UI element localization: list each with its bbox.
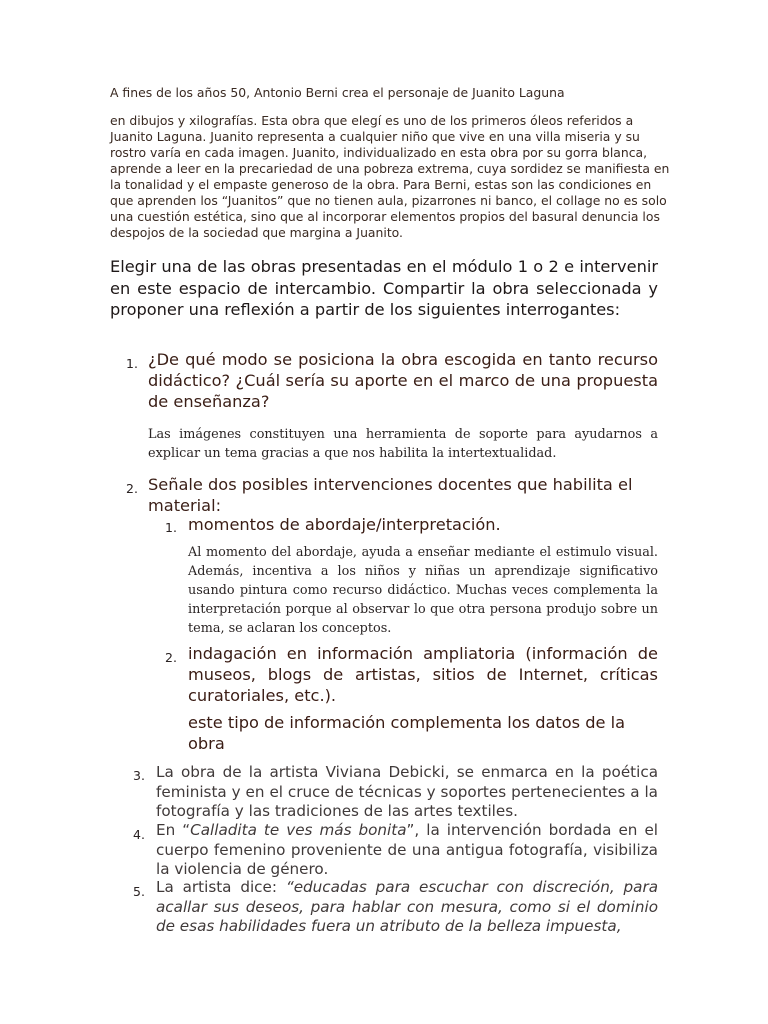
question-1: ¿De qué modo se posiciona la obra escogida en tanto recurso didáctico? ¿Cuál sería su aporte en el marco de una propuesta de enseñanza? [148,350,658,411]
answer-abordaje: Al momento del abordaje, ayuda a enseñar mediante el estimulo visual. Además, incentiva a los niños y niñas un aprendizaje significativo usando pintura como recurso didáctico. Muchas veces complementa la interpretación porque al observar lo que otra persona produjo sobre un tema, se aclaran los conceptos. [188,545,658,636]
intro-first-line: A fines de los años 50, Antonio Berni crea el personaje de Juanito Laguna [110,85,565,100]
sublist-number-2: 2. [165,650,177,665]
list-item-5 [156,878,658,937]
item-4-after: ”, la intervención bordada en el cuerpo femenino proveniente de una antigua fotografía, visibiliza la violencia de género. [156,821,659,878]
question-2: Señale dos posibles intervenciones docentes que habilita el material: [148,475,633,515]
list-number-3: 3. [133,768,145,783]
artist-quote: “educadas para escuchar con discreción, para acallar sus deseos, para hablar con mesura, como si el dominio de esas habilidades fuera un atributo de la belleza impuesta, [156,878,659,935]
list-number-4: 4. [133,827,145,842]
list-item-4 [156,821,658,880]
subquestion-abordaje: momentos de abordaje/interpretación. [188,515,501,534]
sublist-number-1: 1. [165,520,177,535]
subquestion-indagacion: indagación en información ampliatoria (información de museos, blogs de artistas, sitios de Internet, críticas curatoriales, etc.). [188,644,658,705]
list-number-1: 1. [126,356,138,371]
list-number-2: 2. [126,481,138,496]
list-item-3: La obra de la artista Viviana Debicki, se enmarca en la poética feminista y en el cruce de técnicas y soportes pertenecientes a la fotografía y las tradiciones de las artes textiles. [156,763,658,820]
assignment-prompt: Elegir una de las obras presentadas en el módulo 1 o 2 e intervenir en este espacio de intercambio. Compartir la obra seleccionada y proponer una reflexión a partir de los siguientes interrogantes: [110,257,658,319]
intro-paragraph: en dibujos y xilografías. Esta obra que elegí es uno de los primeros óleos referidos a Juanito Laguna. Juanito representa a cualquier niño que vive en una villa miseria y su rostro varía en cada imagen. Juanito, individualizado en esta obra por su gorra blanca, aprende a leer en la precariedad de una pobreza extrema, cuya sordidez se manifiesta en la tonalidad y el empaste generoso de la obra. Para Berni, estas son las condiciones en que aprenden los “Juanitos” que no tienen aula, pizarrones ni banco, el collage no es solo una cuestión estética, sino que al incorporar elementos propios del basural denuncia los despojos de la sociedad que margina a Juanito. [110,113,670,240]
artwork-title: Calladita te ves más bonita [190,821,407,839]
list-number-5: 5. [133,884,145,899]
answer-indagacion: este tipo de información complementa los datos de la obra [188,713,626,753]
answer-1: Las imágenes constituyen una herramienta de soporte para ayudarnos a explicar un tema gracias a que nos habilita la intertextualidad. [148,427,658,461]
item-4-before: En “ [156,821,191,839]
item-5-before: La artista dice: [156,878,286,896]
